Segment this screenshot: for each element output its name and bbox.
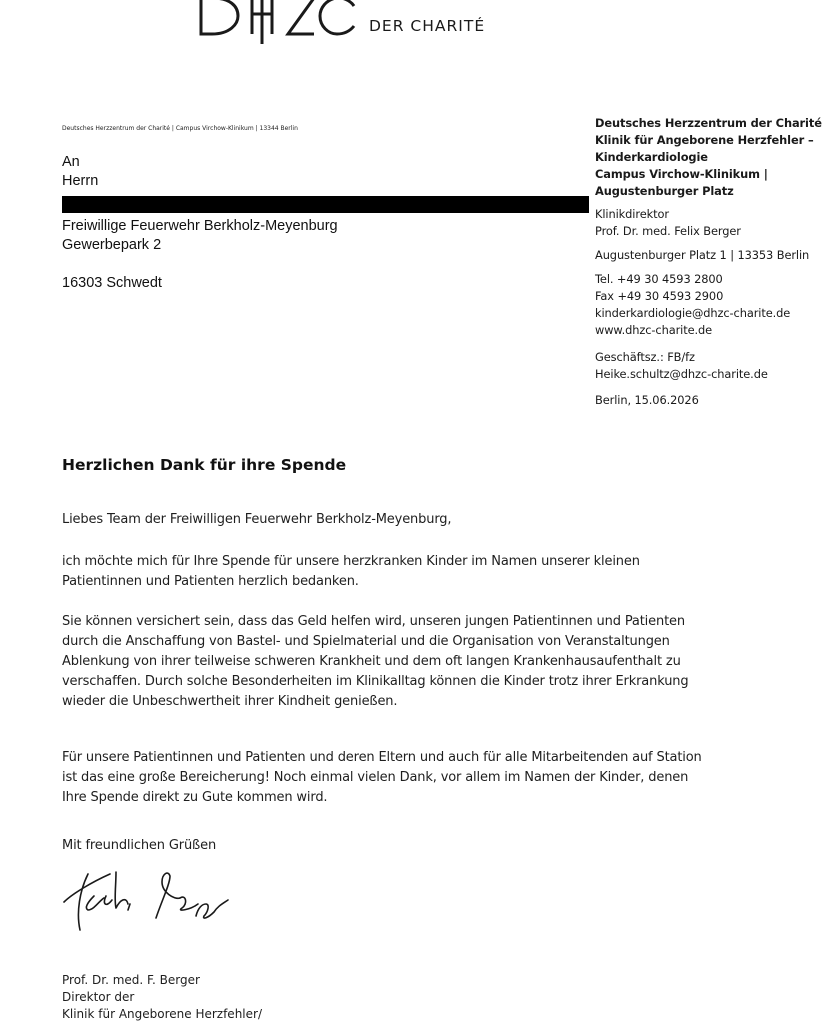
dhzc-logo — [196, 0, 526, 45]
info-email: kinderkardiologie@dhzc-charite.de — [595, 306, 791, 320]
paragraph-2-line-4: verschaffen. Durch solche Besonderheiten im Klinikalltag können die Kinder trotz ihrer Erkrankung — [62, 674, 689, 689]
recipient-city: 16303 Schwedt — [62, 275, 162, 291]
info-contact-email: Heike.schultz@dhzc-charite.de — [595, 367, 768, 381]
info-institution-line2: Klinik für Angeborene Herzfehler – — [595, 133, 814, 147]
info-fax: Fax +49 30 4593 2900 — [595, 289, 724, 303]
paragraph-3-line-2: ist das eine große Bereicherung! Noch einmal vielen Dank, vor allem im Namen der Kinder, denen — [62, 770, 689, 785]
signatory-title-line1: Direktor der — [62, 990, 135, 1004]
signatory-name: Prof. Dr. med. F. Berger — [62, 973, 200, 987]
recipient-organization: Freiwillige Feuerwehr Berkholz-Meyenburg — [62, 218, 338, 234]
info-institution-line3: Kinderkardiologie — [595, 150, 708, 164]
info-institution-line4: Campus Virchow-Klinikum | — [595, 167, 768, 181]
info-reference: Geschäftsz.: FB/fz — [595, 350, 695, 364]
letter-date: Berlin, 15.06.2026 — [595, 393, 699, 407]
info-website: www.dhzc-charite.de — [595, 323, 713, 337]
recipient-salutation-an: An — [62, 154, 80, 170]
signatory-title-line2: Klinik für Angeborene Herzfehler/ — [62, 1007, 262, 1021]
redacted-recipient-name — [62, 196, 589, 213]
logo-tagline: DER CHARITÉ — [369, 17, 486, 35]
letter-greeting: Liebes Team der Freiwilligen Feuerwehr Berkholz-Meyenburg, — [62, 512, 452, 527]
paragraph-2-line-3: Ablenkung von ihrer teilweise schweren Krankheit und dem oft langen Krankenhausaufenthalt zu — [62, 654, 681, 669]
handwritten-signature — [58, 860, 248, 942]
info-role: Klinikdirektor — [595, 207, 669, 221]
info-institution-line5: Augustenburger Platz — [595, 184, 734, 198]
info-institution-line1: Deutsches Herzzentrum der Charité — [595, 116, 822, 130]
paragraph-2-line-2: durch die Anschaffung von Bastel- und Spielmaterial und die Organisation von Veranstaltungen — [62, 634, 670, 649]
letter-subject: Herzlichen Dank für ihre Spende — [62, 456, 347, 474]
paragraph-3-line-1: Für unsere Patientinnen und Patienten und deren Eltern und auch für alle Mitarbeitenden auf Station — [62, 750, 702, 765]
paragraph-2-line-5: wieder die Unbeschwertheit ihrer Kindheit genießen. — [62, 694, 398, 709]
recipient-salutation-herrn: Herrn — [62, 173, 99, 189]
recipient-street: Gewerbepark 2 — [62, 237, 162, 253]
paragraph-1-line-2: Patientinnen und Patienten herzlich bedanken. — [62, 574, 359, 589]
paragraph-3-line-3: Ihre Spende direkt zu Gute kommen wird. — [62, 790, 328, 805]
letter-closing: Mit freundlichen Grüßen — [62, 838, 217, 853]
paragraph-1-line-1: ich möchte mich für Ihre Spende für unsere herzkranken Kinder im Namen unserer kleinen — [62, 554, 640, 569]
paragraph-2-line-1: Sie können versichert sein, dass das Geld helfen wird, unseren jungen Patientinnen und Patienten — [62, 614, 685, 629]
info-tel: Tel. +49 30 4593 2800 — [595, 272, 723, 286]
info-director: Prof. Dr. med. Felix Berger — [595, 224, 741, 238]
sender-return-line: Deutsches Herzzentrum der Charité | Campus Virchow-Klinikum | 13344 Berlin — [62, 125, 298, 132]
info-address: Augustenburger Platz 1 | 13353 Berlin — [595, 248, 810, 262]
